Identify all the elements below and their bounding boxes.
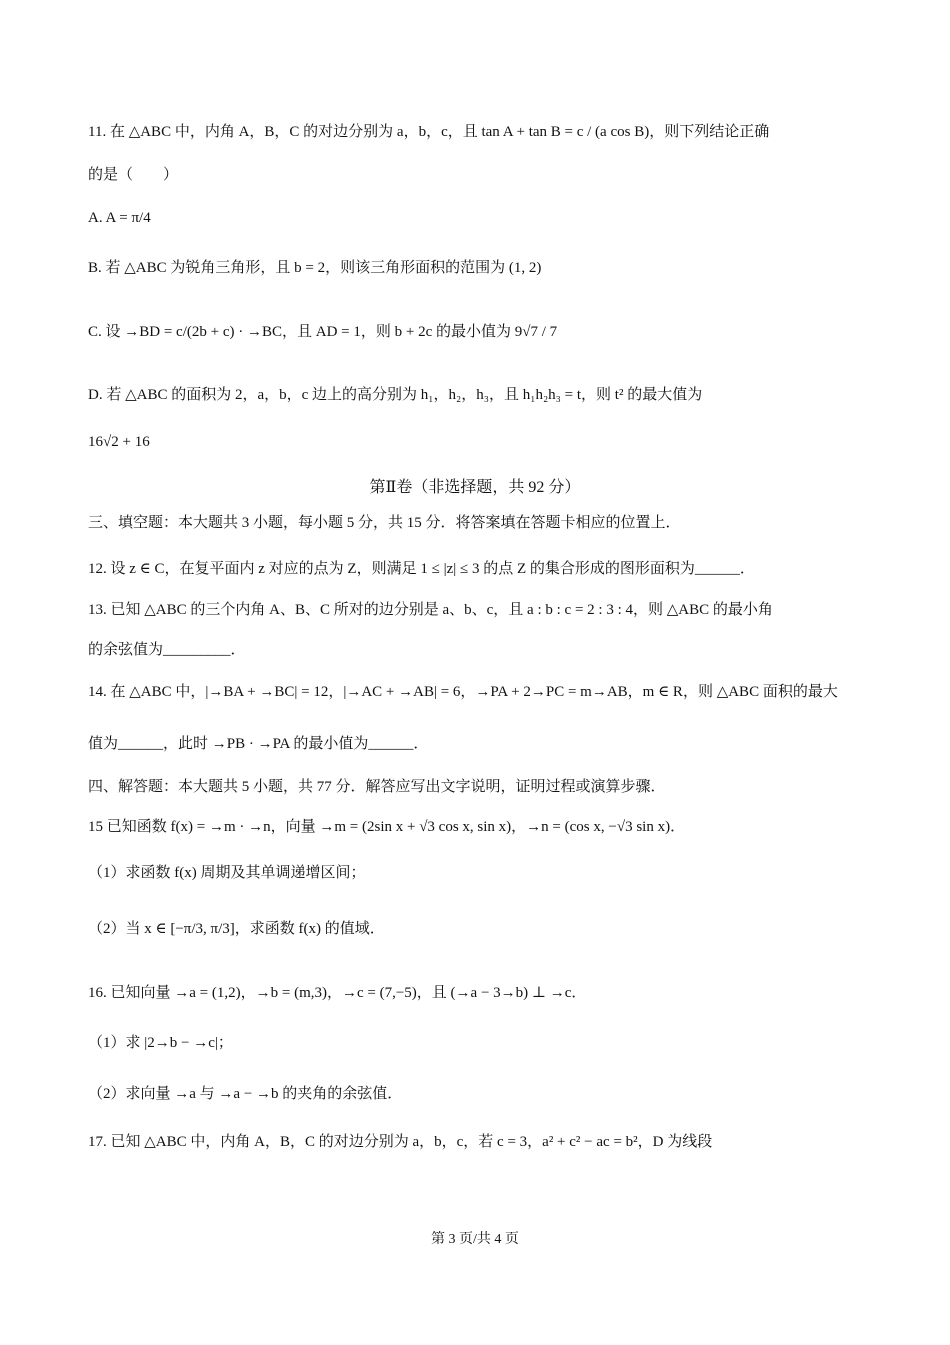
q16-part-2: （2）求向量 →a 与 →a − →b 的夹角的余弦值． [88, 1086, 403, 1102]
q11-option-c: C. 设 →BD = c/(2b + c) · →BC，且 AD = 1，则 b + 2c 的最小值为 9√7 / 7 [88, 324, 558, 340]
q14: 14. 在 △ABC 中，|→BA + →BC| = 12，|→AC + →AB| = 6，→PA + 2→PC = m→AB，m ∈ R，则 △ABC 面积的最大 [88, 684, 838, 700]
q13-cont: 的余弦值为_________． [88, 642, 246, 658]
section-4-header: 四、解答题：本大题共 5 小题，共 77 分．解答应写出文字说明，证明过程或演算步骤． [88, 779, 666, 795]
q11-option-a: A. A = π/4 [88, 210, 151, 226]
q16: 16. 已知向量 →a = (1,2)，→b = (m,3)，→c = (7,−5)，且 (→a − 3→b) ⊥ →c． [88, 985, 587, 1001]
q15-part-1: （1）求函数 f(x) 周期及其单调递增区间； [88, 865, 366, 881]
q17: 17. 已知 △ABC 中，内角 A，B，C 的对边分别为 a，b，c，若 c = 3，a² + c² − ac = b²，D 为线段 [88, 1134, 713, 1150]
section-3-header: 三、填空题：本大题共 3 小题，每小题 5 分，共 15 分．将答案填在答题卡相应的位置上． [88, 515, 681, 531]
page-footer: 第 3 页/共 4 页 [431, 1232, 519, 1247]
q11-stem: 11. 在 △ABC 中，内角 A，B，C 的对边分别为 a，b，c，且 tan A + tan B = c / (a cos B)，则下列结论正确 [88, 124, 770, 140]
q13: 13. 已知 △ABC 的三个内角 A、B、C 所对的边分别是 a、b、c，且 a : b : c = 2 : 3 : 4，则 △ABC 的最小角 [88, 602, 773, 618]
q11-option-b: B. 若 △ABC 为锐角三角形，且 b = 2，则该三角形面积的范围为 (1, 2) [88, 260, 542, 276]
q11-option-d: D. 若 △ABC 的面积为 2，a，b，c 边上的高分别为 h₁，h₂，h₃，且 h₁h₂h₃ = t，则 t² 的最大值为 [88, 387, 703, 403]
q12: 12. 设 z ∈ C，在复平面内 z 对应的点为 Z，则满足 1 ≤ |z| ≤ 3 的点 Z 的集合形成的图形面积为______． [88, 561, 755, 577]
q16-part-1: （1）求 |2→b − →c|； [88, 1035, 233, 1051]
q11-option-d-cont: 16√2 + 16 [88, 434, 150, 450]
q15-part-2: （2）当 x ∈ [−π/3, π/3]，求函数 f(x) 的值域． [88, 921, 385, 937]
q14-cont: 值为______，此时 →PB · →PA 的最小值为______． [88, 736, 429, 752]
section-2-title: 第Ⅱ卷（非选择题，共 92 分） [369, 479, 581, 496]
q11-stem-cont: 的是（ ） [88, 167, 179, 183]
q15: 15 已知函数 f(x) = →m · →n，向量 →m = (2sin x + √3 cos x, sin x)，→n = (cos x, −√3 sin x)． [88, 819, 686, 835]
